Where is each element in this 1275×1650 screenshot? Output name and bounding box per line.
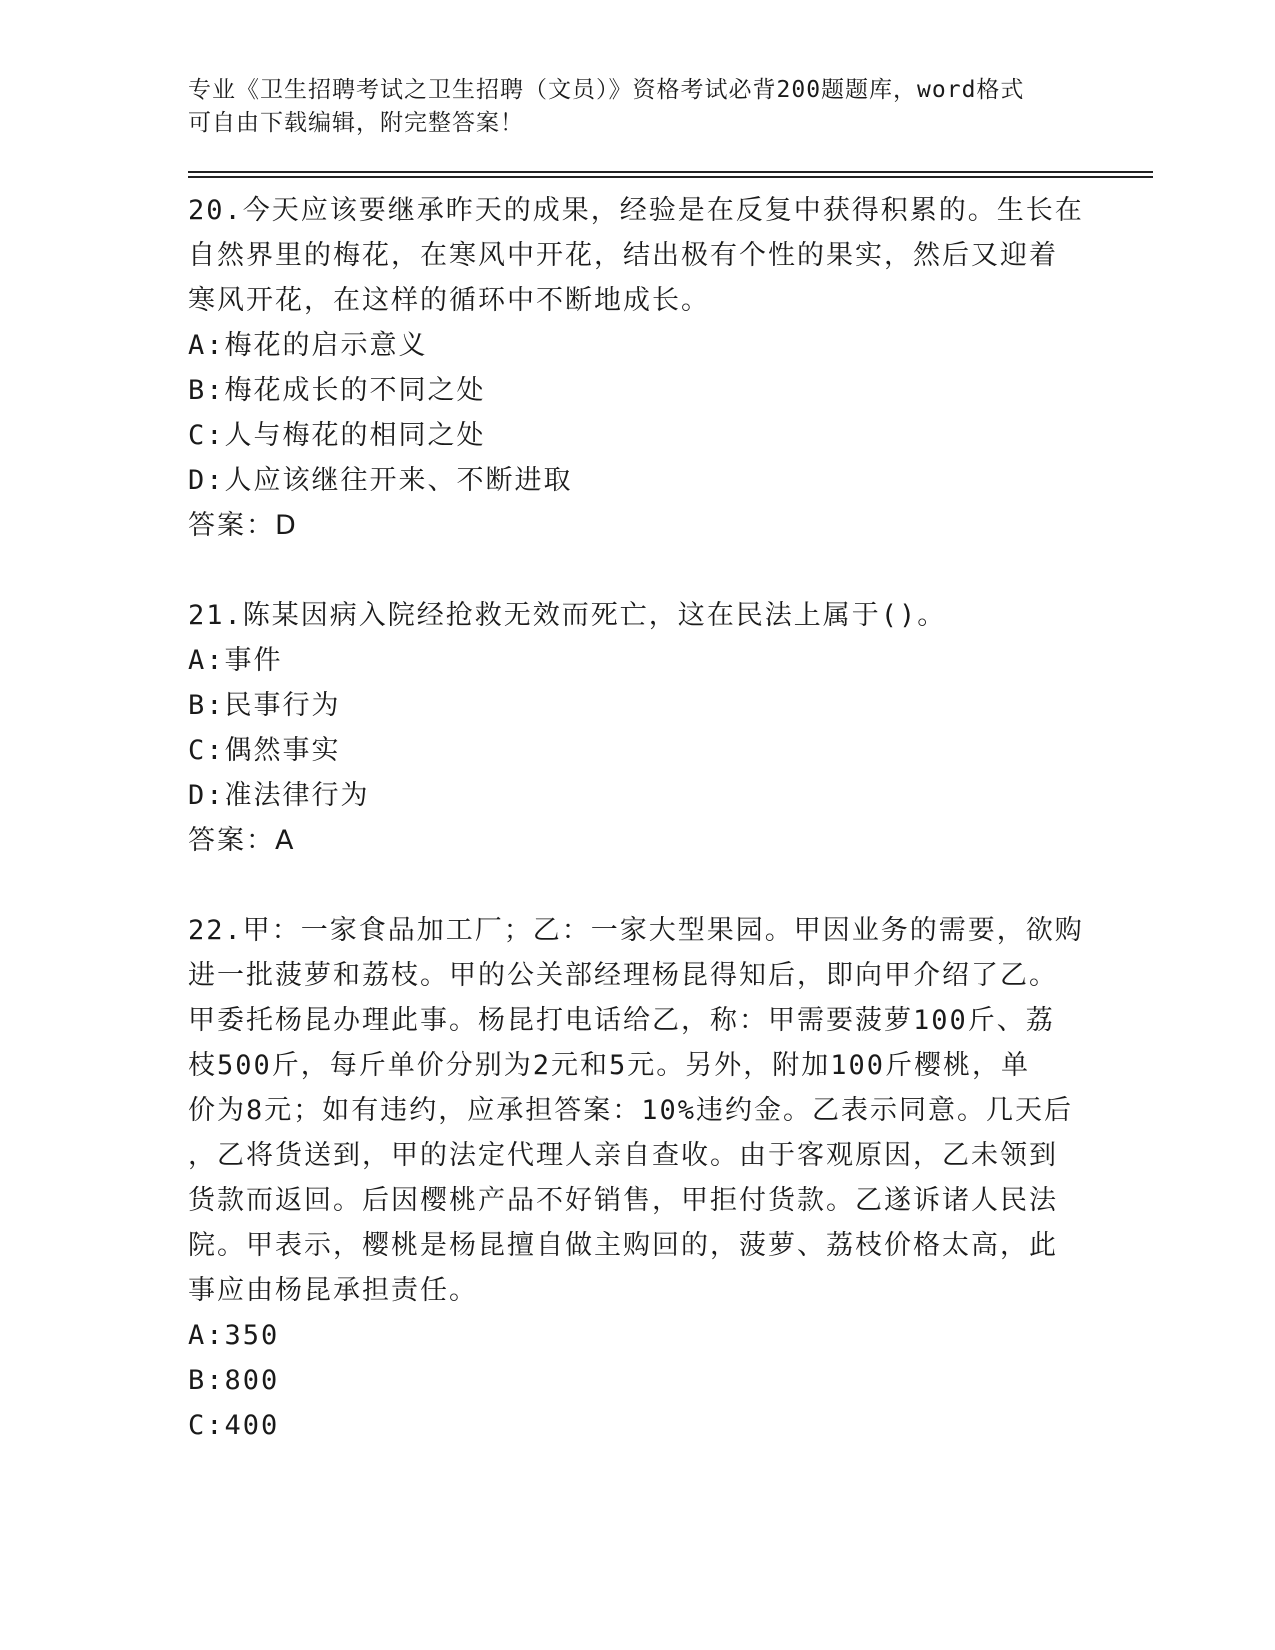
question-text-line: ，乙将货送到，甲的法定代理人亲自查收。由于客观原因，乙未领到	[188, 1140, 1058, 1171]
question-text-line: 价为8元；如有违约，应承担答案：10%违约金。乙表示同意。几天后	[188, 1095, 1074, 1126]
option-d: D:准法律行为	[188, 780, 370, 811]
question-22	[188, 908, 1088, 1448]
option-a: A:梅花的启示意义	[188, 330, 428, 361]
option-b: B:梅花成长的不同之处	[188, 375, 486, 406]
question-text-line: 寒风开花，在这样的循环中不断地成长。	[188, 285, 710, 316]
question-text-line: 自然界里的梅花，在寒风中开花，结出极有个性的果实，然后又迎着	[188, 240, 1058, 271]
document-header	[188, 74, 1068, 140]
question-text-line: 22.甲：一家食品加工厂；乙：一家大型果园。甲因业务的需要，欲购	[188, 915, 1084, 946]
question-text-line: 进一批菠萝和荔枝。甲的公关部经理杨昆得知后，即向甲介绍了乙。	[188, 960, 1058, 991]
option-c: C:偶然事实	[188, 735, 341, 766]
header-rule-top	[188, 171, 1153, 173]
question-21	[188, 593, 1088, 863]
answer: 答案：A	[188, 825, 296, 856]
header-rule-bottom	[188, 176, 1153, 178]
header-line-2: 可自由下载编辑，附完整答案！	[188, 110, 524, 136]
option-c: C:400	[188, 1410, 280, 1441]
question-text-line: 甲委托杨昆办理此事。杨昆打电话给乙，称：甲需要菠萝100斤、荔	[188, 1005, 1055, 1036]
question-text-line: 货款而返回。后因樱桃产品不好销售，甲拒付货款。乙遂诉诸人民法	[188, 1185, 1058, 1216]
option-b: B:800	[188, 1365, 280, 1396]
question-text-line: 21.陈某因病入院经抢救无效而死亡，这在民法上属于()。	[188, 600, 947, 631]
option-a: A:事件	[188, 645, 283, 676]
question-text-line: 事应由杨昆承担责任。	[188, 1275, 478, 1306]
answer: 答案：D	[188, 510, 298, 541]
option-a: A:350	[188, 1320, 280, 1351]
option-b: B:民事行为	[188, 690, 341, 721]
question-20	[188, 188, 1088, 548]
question-text-line: 枝500斤，每斤单价分别为2元和5元。另外，附加100斤樱桃，单	[188, 1050, 1031, 1081]
header-line-1: 专业《卫生招聘考试之卫生招聘（文员）》资格考试必背200题题库，word格式	[188, 77, 1025, 103]
question-text-line: 20.今天应该要继承昨天的成果，经验是在反复中获得积累的。生长在	[188, 195, 1084, 226]
question-list	[188, 188, 1088, 1493]
option-d: D:人应该继往开来、不断进取	[188, 465, 573, 496]
option-c: C:人与梅花的相同之处	[188, 420, 486, 451]
question-text-line: 院。甲表示，樱桃是杨昆擅自做主购回的，菠萝、荔枝价格太高，此	[188, 1230, 1058, 1261]
